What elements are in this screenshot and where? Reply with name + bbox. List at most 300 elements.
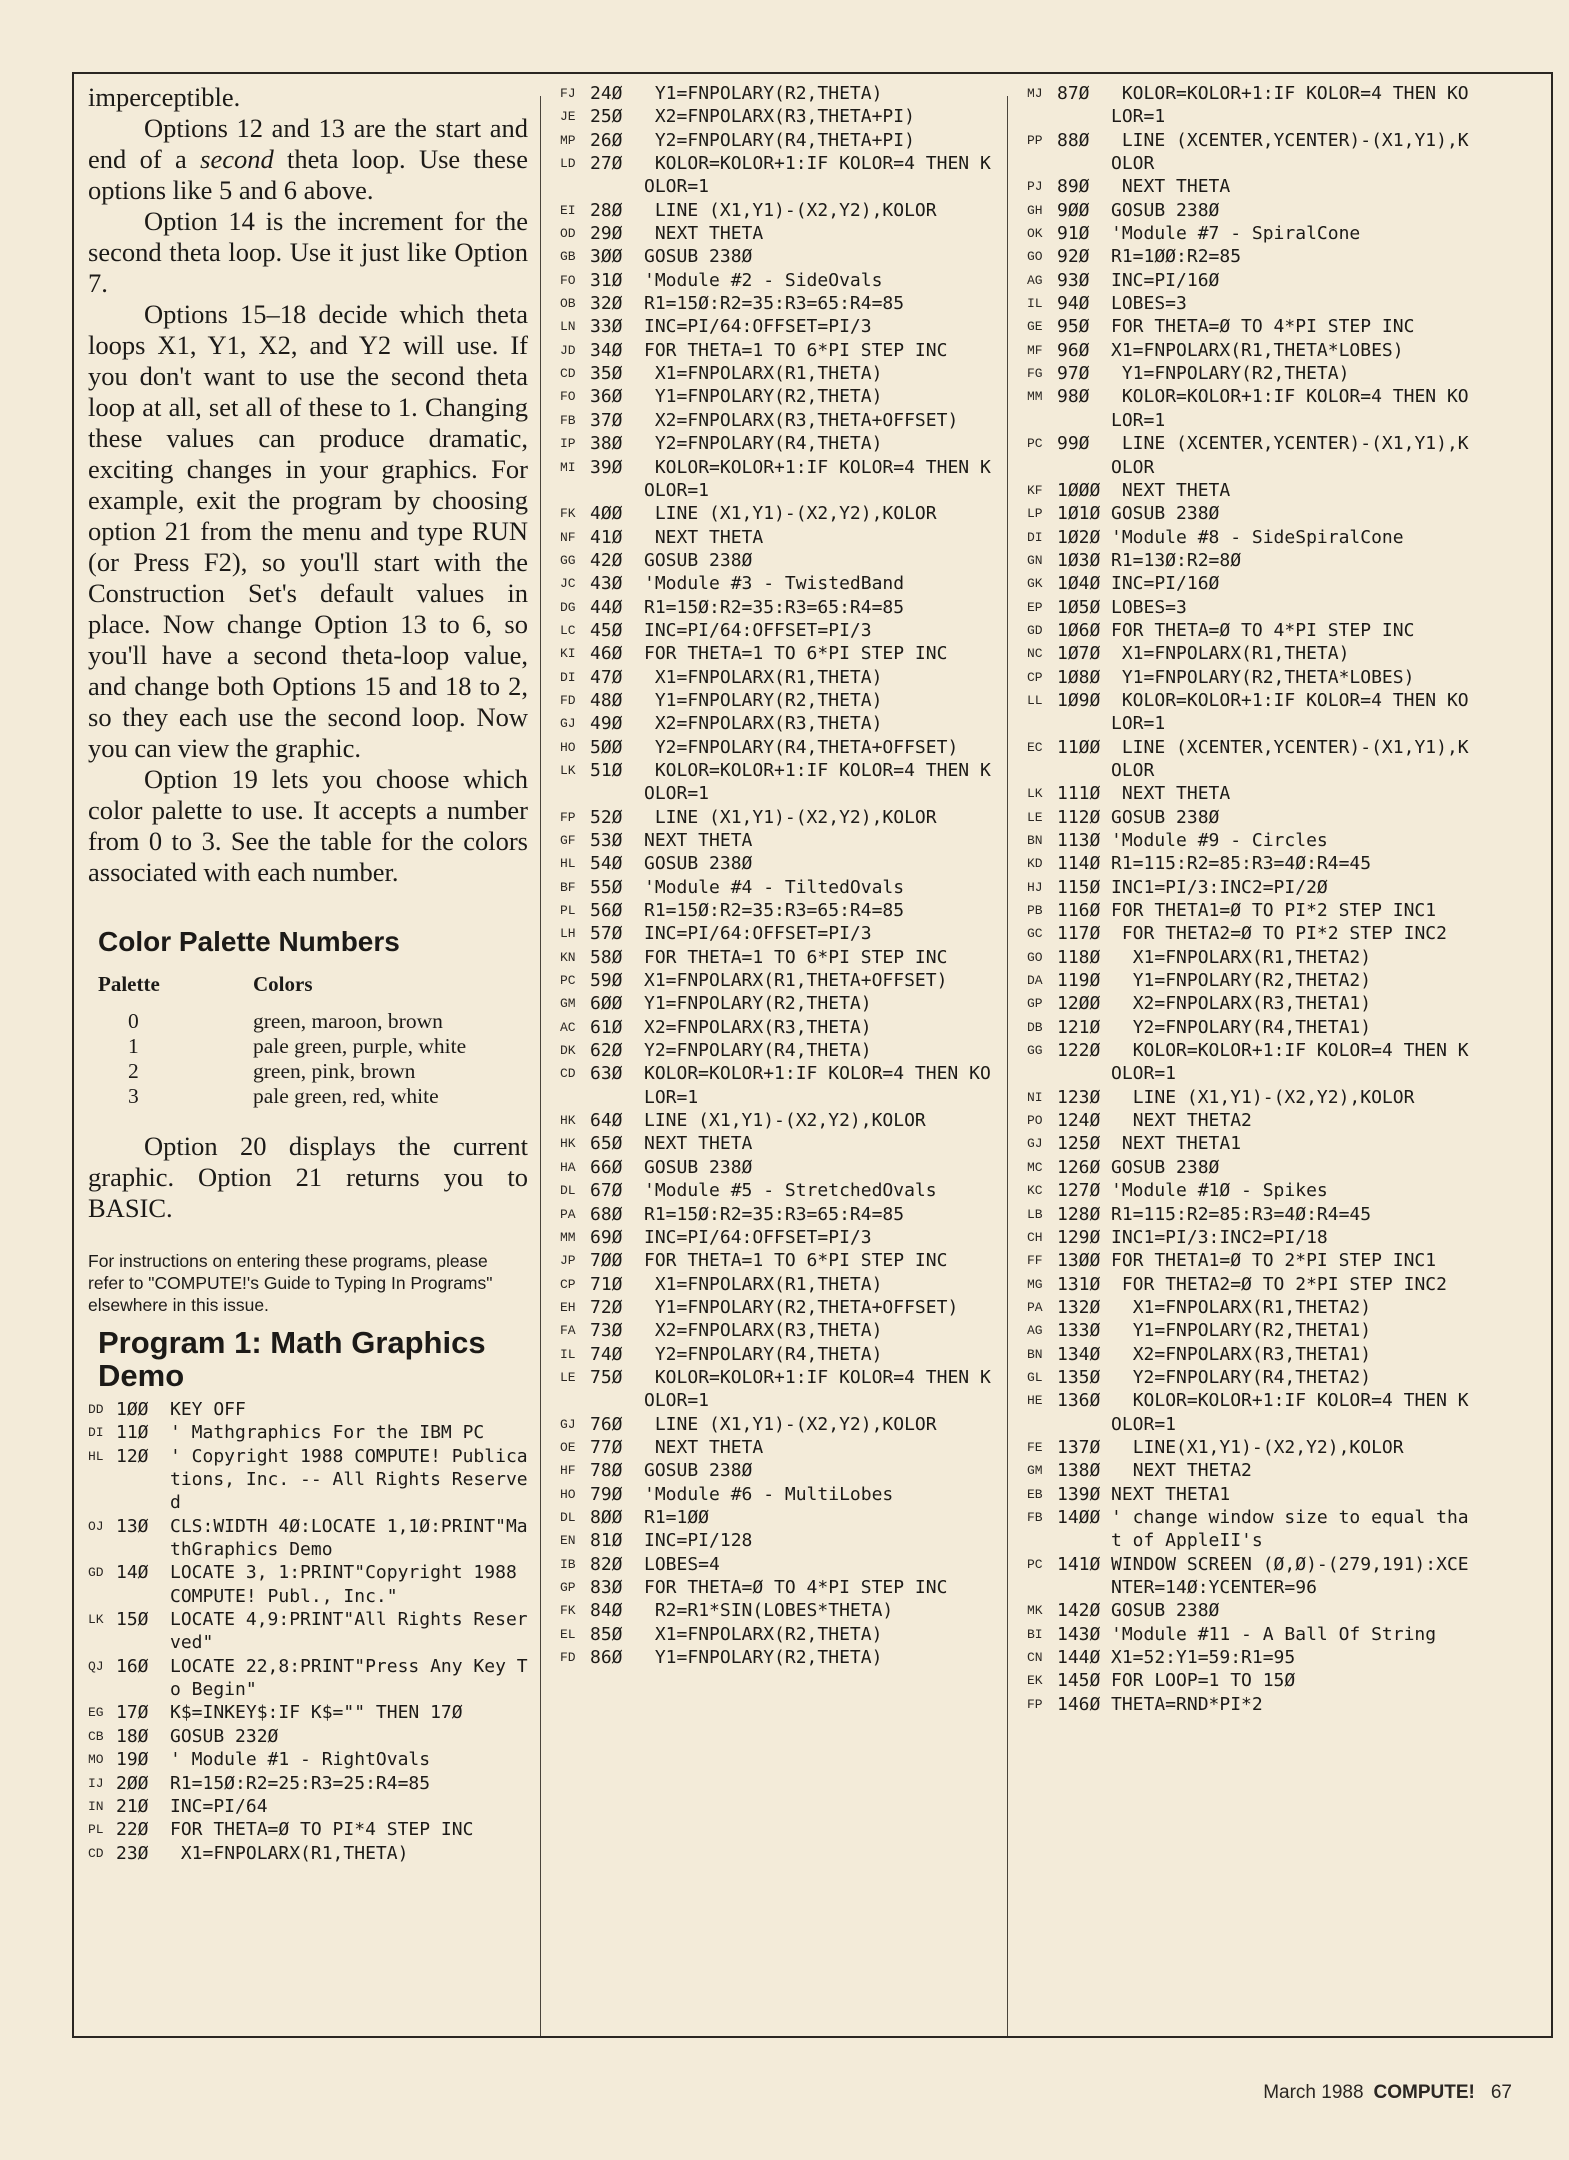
code-text: GOSUB 238Ø [1111, 806, 1220, 828]
code-line [560, 1646, 992, 1669]
code-text: X1=FNPOLARX(R1,THETA2) [1111, 946, 1372, 968]
code-text: FOR THETA2=Ø TO 2*PI STEP INC2 [1111, 1273, 1447, 1295]
line-number: 82Ø [590, 1553, 623, 1575]
checksum: EL [560, 1626, 576, 1642]
checksum: KI [560, 646, 576, 662]
code-text: INC=PI/128 [644, 1530, 753, 1552]
code-text: KEY OFF [170, 1399, 246, 1420]
line-number: 1Ø2Ø [1057, 526, 1101, 548]
code-line [1027, 736, 1477, 783]
checksum: LE [1027, 809, 1043, 825]
line-number: 42Ø [590, 549, 623, 571]
checksum: JC [560, 576, 576, 592]
code-text: R1=15Ø:R2=35:R3=65:R4=85 [644, 1203, 905, 1225]
code-text: Y1=FNPOLARY(R2,THETA) [644, 386, 883, 408]
checksum: HL [88, 1448, 104, 1464]
checksum: NC [1027, 646, 1043, 662]
checksum: OJ [88, 1518, 104, 1534]
code-line [1027, 1483, 1477, 1506]
code-text: R1=15Ø:R2=35:R3=65:R4=85 [644, 596, 905, 618]
palette-number: 3 [128, 1084, 139, 1108]
line-number: 115Ø [1057, 876, 1101, 898]
code-text: R1=15Ø:R2=25:R3=25:R4=85 [170, 1772, 431, 1794]
code-text: KOLOR=KOLOR+1:IF KOLOR=4 THEN KOLOR=1 [644, 759, 991, 805]
code-text: R1=1ØØ:R2=85 [1111, 246, 1242, 268]
line-number: 47Ø [590, 666, 623, 688]
code-line [560, 456, 992, 503]
code-text: NEXT THETA [1111, 176, 1231, 198]
checksum: PB [1027, 903, 1043, 919]
checksum: OB [560, 296, 576, 312]
code-text: 'Module #11 - A Ball Of String [1111, 1623, 1437, 1645]
code-line [560, 1553, 992, 1576]
palette-colors: pale green, purple, white [253, 1034, 467, 1058]
line-number: 15Ø [116, 1609, 149, 1631]
checksum: PL [88, 1822, 104, 1838]
code-line [1027, 1436, 1477, 1459]
line-number: 59Ø [590, 970, 623, 992]
checksum: LK [560, 762, 576, 778]
code-line [88, 1772, 528, 1795]
code-line [560, 666, 992, 689]
checksum: FD [560, 1650, 576, 1666]
code-text: X2=FNPOLARX(R3,THETA1) [1111, 993, 1372, 1015]
code-line [560, 222, 992, 245]
code-listing [560, 82, 992, 1669]
checksum: DK [560, 1043, 576, 1059]
code-text: X2=FNPOLARX(R3,THETA+OFFSET) [644, 409, 959, 431]
checksum: JP [560, 1253, 576, 1269]
line-number: 64Ø [590, 1110, 623, 1132]
checksum: FO [560, 389, 576, 405]
code-line [1027, 362, 1477, 385]
code-line [1027, 1553, 1477, 1600]
code-line [560, 1576, 992, 1599]
code-text: 'Module #8 - SideSpiralCone [1111, 526, 1404, 548]
checksum: PP [1027, 132, 1043, 148]
code-line [88, 1818, 528, 1841]
checksum: LK [1027, 786, 1043, 802]
line-number: 1Ø3Ø [1057, 549, 1101, 571]
column-divider [540, 96, 541, 2036]
code-text: X1=FNPOLARX(R1,THETA2) [1111, 1296, 1372, 1318]
checksum: MJ [1027, 86, 1043, 101]
code-text: NEXT THETA [644, 830, 753, 851]
code-line [1027, 1319, 1477, 1342]
line-number: 67Ø [590, 1180, 623, 1202]
palette-colors: green, maroon, brown [253, 1009, 443, 1033]
paragraph: Options 15–18 decide which theta loops X1, Y1, X2, and Y2 will use. If you don't want to use the second theta loop at all, set all of these to 1. Changing these values can produce dramatic, exciting changes in your graphics. For example, exit the program by choosing option 21 from the menu and type RUN (or Press F2), so you'll start with the Construction Set's default values in place. Now change Option 13 to 6, so you'll have a second theta-loop value, and change both Options 15 and 18 to 2, so they each use the second loop. Now you can view the graphic. [88, 299, 528, 763]
code-line [560, 339, 992, 362]
paragraph: Option 19 lets you choose which color palette to use. It accepts a number from 0 to 3. See the table for the colors associated with each number. [88, 764, 528, 887]
code-text: INC=PI/16Ø [1111, 269, 1220, 291]
code-text: NEXT THETA1 [1111, 1133, 1242, 1155]
checksum: HK [560, 1113, 576, 1129]
line-number: 85Ø [590, 1623, 623, 1645]
code-text: 'Module #4 - TiltedOvals [644, 876, 905, 898]
checksum: LP [1027, 506, 1043, 522]
checksum: GL [1027, 1369, 1043, 1385]
code-text: 'Module #3 - TwistedBand [644, 573, 905, 595]
checksum: CD [88, 1845, 104, 1861]
code-line [1027, 782, 1477, 805]
checksum: GG [1027, 1043, 1043, 1059]
checksum: MF [1027, 342, 1043, 358]
checksum: FK [560, 506, 576, 522]
line-number: 54Ø [590, 853, 623, 875]
checksum: MM [560, 1229, 576, 1245]
code-line [1027, 549, 1477, 572]
code-text: NEXT THETA [1111, 479, 1231, 501]
checksum: GO [1027, 249, 1043, 265]
checksum: DL [560, 1183, 576, 1199]
checksum: FE [1027, 1439, 1043, 1455]
line-number: 44Ø [590, 596, 623, 618]
line-number: 112Ø [1057, 806, 1101, 828]
line-number: 51Ø [590, 759, 623, 781]
checksum: DI [88, 1425, 104, 1441]
code-text: GOSUB 238Ø [1111, 503, 1220, 525]
line-number: 14ØØ [1057, 1506, 1101, 1528]
code-text: Y2=FNPOLARY(R4,THETA1) [1111, 1016, 1372, 1038]
code-line [88, 1421, 528, 1444]
checksum: IB [560, 1556, 576, 1572]
checksum: FP [1027, 1696, 1043, 1712]
code-text: ' change window size to equal that of AppleII's [1111, 1506, 1469, 1552]
checksum: DI [1027, 529, 1043, 545]
line-number: 13Ø [116, 1515, 149, 1537]
code-text: R1=13Ø:R2=8Ø [1111, 549, 1242, 571]
checksum: GC [1027, 926, 1043, 942]
code-text: LINE (XCENTER,YCENTER)-(X1,Y1),KOLOR [1111, 433, 1469, 478]
checksum: FO [560, 272, 576, 288]
code-text: KOLOR=KOLOR+1:IF KOLOR=4 THEN KOLOR=1 [1111, 386, 1469, 431]
code-line [560, 1249, 992, 1272]
checksum: HA [560, 1159, 576, 1175]
code-text: X1=FNPOLARX(R1,THETA) [644, 666, 883, 688]
code-text: X2=FNPOLARX(R3,THETA) [644, 1016, 872, 1038]
code-line [560, 1203, 992, 1226]
code-line [1027, 1249, 1477, 1272]
code-line [88, 1842, 528, 1865]
checksum: GM [1027, 1463, 1043, 1479]
page-number: 67 [1490, 2082, 1512, 2103]
code-text: 'Module #6 - MultiLobes [644, 1483, 894, 1505]
checksum: HO [560, 739, 576, 755]
line-number: 91Ø [1057, 223, 1090, 245]
code-text: KOLOR=KOLOR+1:IF KOLOR=4 THEN KOLOR=1 [1111, 83, 1469, 128]
code-text: FOR LOOP=1 TO 15Ø [1111, 1670, 1296, 1692]
table-row [98, 1084, 466, 1109]
checksum: LK [88, 1612, 104, 1628]
line-number: 8ØØ [590, 1506, 623, 1528]
code-line [1027, 199, 1477, 222]
line-number: 66Ø [590, 1156, 623, 1178]
palette-colors: green, pink, brown [253, 1059, 416, 1083]
code-line [560, 1436, 992, 1459]
code-line [1027, 619, 1477, 642]
code-text: INC1=PI/3:INC2=PI/18 [1111, 1226, 1328, 1248]
article-text [88, 1131, 528, 1224]
code-text: X1=FNPOLARX(R1,THETA) [644, 1273, 883, 1295]
article-text [88, 82, 528, 888]
code-text: FOR THETA=Ø TO 4*PI STEP INC [1111, 316, 1415, 338]
code-text: ' Copyright 1988 COMPUTE! Publications, Inc. -- All Rights Reserved [170, 1445, 528, 1514]
line-number: 129Ø [1057, 1226, 1101, 1248]
code-line [88, 1748, 528, 1771]
code-line [1027, 806, 1477, 829]
code-text: LINE (XCENTER,YCENTER)-(X1,Y1),KOLOR [1111, 129, 1469, 175]
column-left [88, 82, 528, 1865]
code-text: X2=FNPOLARX(R3,THETA) [644, 713, 883, 735]
code-line [1027, 479, 1477, 502]
code-line [560, 736, 992, 759]
code-text: X1=FNPOLARX(R1,THETA) [170, 1842, 409, 1864]
code-text: WINDOW SCREEN (Ø,Ø)-(279,191):XCENTER=14Ø:YCENTER=96 [1111, 1553, 1469, 1598]
code-line [560, 1039, 992, 1062]
checksum: MK [1027, 1603, 1043, 1619]
line-number: 75Ø [590, 1366, 623, 1388]
line-number: 142Ø [1057, 1600, 1101, 1622]
line-number: 116Ø [1057, 900, 1101, 922]
code-text: LINE (XCENTER,YCENTER)-(X1,Y1),KOLOR [1111, 736, 1469, 781]
checksum: FA [560, 1323, 576, 1339]
code-line [560, 759, 992, 806]
line-number: 89Ø [1057, 176, 1090, 198]
line-number: 53Ø [590, 830, 623, 851]
checksum: GB [560, 249, 576, 265]
line-number: 121Ø [1057, 1016, 1101, 1038]
palette-colors: pale green, red, white [253, 1084, 439, 1108]
code-text: INC=PI/64:OFFSET=PI/3 [644, 1226, 872, 1248]
checksum: KN [560, 949, 576, 965]
code-text: Y2=FNPOLARY(R4,THETA+PI) [644, 129, 915, 151]
line-number: 69Ø [590, 1226, 623, 1248]
code-text: ' Mathgraphics For the IBM PC [170, 1422, 485, 1444]
checksum: KF [1027, 482, 1043, 498]
table-row [98, 1034, 466, 1059]
code-text: INC=PI/64 [170, 1795, 268, 1817]
code-line [560, 1319, 992, 1342]
code-line [560, 852, 992, 875]
code-text: Y1=FNPOLARY(R2,THETA) [1111, 363, 1350, 385]
checksum: MC [1027, 1159, 1043, 1175]
line-number: 125Ø [1057, 1133, 1101, 1155]
line-number: 139Ø [1057, 1483, 1101, 1505]
line-number: 131Ø [1057, 1273, 1101, 1295]
code-text: INC=PI/64:OFFSET=PI/3 [644, 923, 872, 945]
page-footer [1263, 2082, 1512, 2104]
line-number: 133Ø [1057, 1320, 1101, 1342]
line-number: 2ØØ [116, 1772, 149, 1794]
checksum: PA [1027, 1299, 1043, 1315]
line-number: 119Ø [1057, 970, 1101, 992]
line-number: 1Ø5Ø [1057, 596, 1101, 618]
code-text: THETA=RND*PI*2 [1111, 1693, 1263, 1715]
code-text: FOR THETA2=Ø TO PI*2 STEP INC2 [1111, 923, 1447, 945]
palette-table [98, 966, 466, 1109]
code-text: LINE (X1,Y1)-(X2,Y2),KOLOR [644, 199, 937, 221]
code-text: GOSUB 238Ø [1111, 1156, 1220, 1178]
code-text: FOR THETA1=Ø TO PI*2 STEP INC1 [1111, 900, 1437, 922]
line-number: 113Ø [1057, 830, 1101, 851]
code-line [560, 1273, 992, 1296]
code-line [1027, 1296, 1477, 1319]
checksum: DG [560, 599, 576, 615]
checksum: BN [1027, 1346, 1043, 1362]
code-text: Y1=FNPOLARY(R2,THETA*LOBES) [1111, 666, 1415, 688]
code-text: 'Module #2 - SideOvals [644, 269, 883, 291]
code-line [1027, 526, 1477, 549]
line-number: 143Ø [1057, 1623, 1101, 1645]
checksum: EH [560, 1299, 576, 1315]
code-line [88, 1701, 528, 1724]
checksum: KC [1027, 1183, 1043, 1199]
line-number: 79Ø [590, 1483, 623, 1505]
code-text: Y1=FNPOLARY(R2,THETA) [644, 1647, 883, 1669]
checksum: MG [1027, 1276, 1043, 1292]
checksum: IP [560, 436, 576, 452]
code-line [560, 269, 992, 292]
line-number: 95Ø [1057, 316, 1090, 338]
code-text: 'Module #1Ø - Spikes [1111, 1180, 1328, 1202]
code-text: GOSUB 238Ø [644, 1156, 753, 1178]
code-text: INC=PI/64:OFFSET=PI/3 [644, 619, 872, 641]
line-number: 111Ø [1057, 783, 1101, 805]
checksum: GJ [1027, 1136, 1043, 1152]
code-line [1027, 175, 1477, 198]
code-text: X1=FNPOLARX(R2,THETA) [644, 1623, 883, 1645]
code-text: LINE (X1,Y1)-(X2,Y2),KOLOR [644, 1110, 926, 1132]
checksum: LN [560, 319, 576, 335]
code-text: NEXT THETA2 [1111, 1460, 1252, 1482]
code-text: LINE(X1,Y1)-(X2,Y2),KOLOR [1111, 1436, 1404, 1458]
checksum: HJ [1027, 879, 1043, 895]
code-text: FOR THETA=Ø TO PI*4 STEP INC [170, 1819, 474, 1841]
line-number: 24Ø [590, 83, 623, 104]
line-number: 1ØØ [116, 1399, 149, 1420]
code-line [560, 292, 992, 315]
table-row [98, 1059, 466, 1084]
checksum: PA [560, 1206, 576, 1222]
code-line [560, 1529, 992, 1552]
checksum: AG [1027, 1323, 1043, 1339]
code-text: X1=FNPOLARX(R1,THETA) [1111, 643, 1350, 665]
code-text: KOLOR=KOLOR+1:IF KOLOR=4 THEN KOLOR=1 [1111, 1040, 1469, 1085]
code-line [560, 899, 992, 922]
code-text: LOBES=3 [1111, 293, 1187, 315]
code-line [1027, 1086, 1477, 1109]
line-number: 137Ø [1057, 1436, 1101, 1458]
line-number: 25Ø [590, 106, 623, 128]
line-number: 1Ø7Ø [1057, 643, 1101, 665]
checksum: BN [1027, 833, 1043, 848]
line-number: 57Ø [590, 923, 623, 945]
code-line [560, 1343, 992, 1366]
code-line [1027, 899, 1477, 922]
code-text: LINE (X1,Y1)-(X2,Y2),KOLOR [644, 503, 937, 525]
code-text: ' Module #1 - RightOvals [170, 1749, 431, 1771]
palette-number: 0 [128, 1009, 139, 1033]
line-number: 28Ø [590, 199, 623, 221]
checksum: MP [560, 132, 576, 148]
line-number: 99Ø [1057, 433, 1090, 455]
code-line [1027, 269, 1477, 292]
checksum: DD [88, 1402, 104, 1417]
paragraph: imperceptible. [88, 82, 241, 112]
line-number: 16Ø [116, 1655, 149, 1677]
line-number: 26Ø [590, 129, 623, 151]
line-number: 144Ø [1057, 1647, 1101, 1669]
code-line [1027, 1273, 1477, 1296]
code-line [1027, 852, 1477, 875]
line-number: 9ØØ [1057, 199, 1090, 221]
checksum: FG [1027, 366, 1043, 382]
code-text: NEXT THETA [644, 526, 764, 548]
checksum: QJ [88, 1658, 104, 1674]
code-text: Y2=FNPOLARY(R4,THETA+OFFSET) [644, 736, 959, 758]
line-number: 12ØØ [1057, 993, 1101, 1015]
column-middle [560, 82, 992, 1669]
code-line [1027, 1506, 1477, 1553]
code-text: KOLOR=KOLOR+1:IF KOLOR=4 THEN KOLOR=1 [644, 456, 991, 501]
table-header-palette: Palette [98, 972, 160, 996]
code-line [88, 1398, 528, 1421]
code-line [1027, 642, 1477, 665]
code-line [560, 549, 992, 572]
checksum: PJ [1027, 179, 1043, 195]
code-text: KOLOR=KOLOR+1:IF KOLOR=4 THEN KOLOR=1 [1111, 1390, 1469, 1435]
line-number: 128Ø [1057, 1203, 1101, 1225]
checksum: DL [560, 1509, 576, 1525]
code-text: LOCATE 22,8:PRINT"Press Any Key To Begin" [170, 1655, 528, 1701]
line-number: 124Ø [1057, 1110, 1101, 1132]
code-line [1027, 946, 1477, 969]
code-line [560, 1599, 992, 1622]
code-line [1027, 1156, 1477, 1179]
line-number: 27Ø [590, 153, 623, 175]
line-number: 4ØØ [590, 503, 623, 525]
code-text: INC1=PI/3:INC2=PI/2Ø [1111, 876, 1328, 898]
checksum: GD [1027, 622, 1043, 638]
code-line [560, 129, 992, 152]
magazine-name: COMPUTE! [1373, 2082, 1475, 2103]
code-line [560, 1226, 992, 1249]
code-text: FOR THETA=1 TO 6*PI STEP INC [644, 643, 948, 665]
checksum: KD [1027, 856, 1043, 872]
code-line [560, 1109, 992, 1132]
code-line [1027, 1039, 1477, 1086]
code-text: Y1=FNPOLARY(R2,THETA1) [1111, 1320, 1372, 1342]
code-line [88, 1561, 528, 1608]
code-text: Y2=FNPOLARY(R4,THETA) [644, 1040, 872, 1062]
line-number: 1Ø6Ø [1057, 619, 1101, 641]
line-number: 76Ø [590, 1413, 623, 1435]
code-line [560, 362, 992, 385]
code-text: FOR THETA=1 TO 6*PI STEP INC [644, 1250, 948, 1272]
line-number: 77Ø [590, 1436, 623, 1458]
line-number: 33Ø [590, 316, 623, 338]
code-line [560, 502, 992, 525]
line-number: 17Ø [116, 1702, 149, 1724]
line-number: 123Ø [1057, 1086, 1101, 1108]
code-line [1027, 572, 1477, 595]
line-number: 36Ø [590, 386, 623, 408]
code-line [560, 806, 992, 829]
checksum: MI [560, 459, 576, 475]
line-number: 31Ø [590, 269, 623, 291]
line-number: 146Ø [1057, 1693, 1101, 1715]
